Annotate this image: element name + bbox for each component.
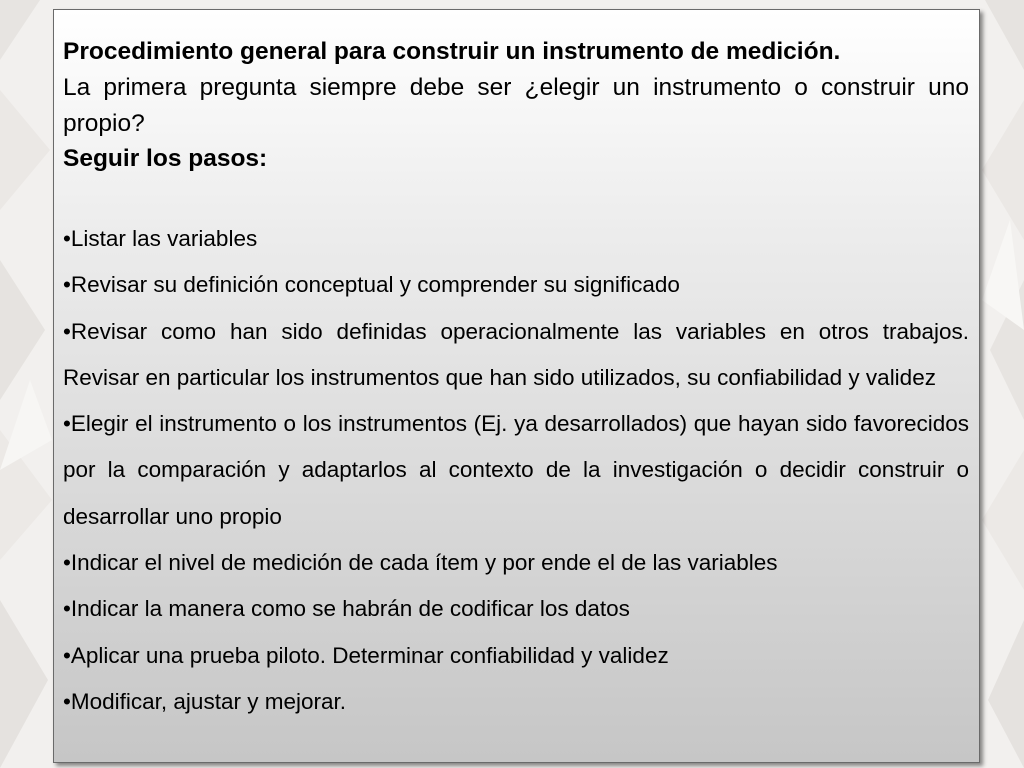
steps-list [63, 216, 969, 725]
step-item: •Modificar, ajustar y mejorar. [63, 688, 346, 714]
step-item: •Listar las variables [63, 226, 258, 251]
step-item: •Elegir el instrumento o los instrumentos (Ej. ya desarrollados) que hayan sido favorecidos por la comparación y adaptarlos al contexto de la investigación o decidir construir o desarrollar uno propio [63, 411, 969, 529]
step-item: •Revisar su definición conceptual y comprender su significado [63, 272, 680, 298]
spacer [63, 176, 969, 216]
content-card [53, 9, 980, 763]
step-item: •Indicar la manera como se habrán de codificar los datos [63, 596, 630, 622]
step-item: •Revisar como han sido definidas operacionalmente las variables en otros trabajos. Revisar en particular los instrumentos que han sido utilizados, su confiabilidad y validez [63, 318, 969, 390]
step-item: •Aplicar una prueba piloto. Determinar confiabilidad y validez [63, 642, 669, 668]
steps-heading: Seguir los pasos: [63, 145, 268, 172]
intro-question: La primera pregunta siempre debe ser ¿elegir un instrumento o construir uno propio? [63, 74, 969, 137]
step-item: •Indicar el nivel de medición de cada ítem y por ende el de las variables [63, 550, 778, 576]
slide-title: Procedimiento general para construir un instrumento de medición. [63, 38, 841, 65]
